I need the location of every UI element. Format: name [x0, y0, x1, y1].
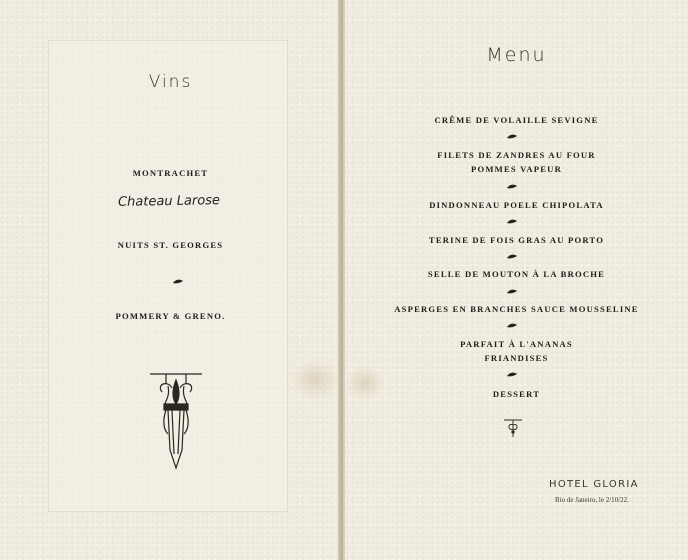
- wine-item: POMMERY & GRENO.: [115, 311, 226, 321]
- wine-item: NUITS ST. GEORGES: [117, 240, 224, 250]
- menu-item: TERINE DE FOIS GRAS AU PORTO: [428, 235, 605, 245]
- menu-item: DESSERT: [492, 389, 541, 399]
- leaf-separator-icon: [507, 219, 517, 224]
- wine-title: Vins: [148, 72, 193, 92]
- hotel-name: HOTEL GLORIA: [549, 479, 639, 490]
- menu-item: DINDONNEAU POELE CHIPOLATA: [429, 200, 604, 210]
- date-line: Rio de Janeiro, le 2/10/22.: [555, 496, 629, 504]
- menu-item: FRIANDISES: [484, 353, 549, 363]
- menu-item: SELLE DE MOUTON À LA BROCHE: [427, 269, 606, 279]
- paper-stain: [290, 360, 340, 400]
- wine-item: MONTRACHET: [132, 168, 209, 178]
- leaf-separator-icon: [507, 289, 517, 294]
- art-nouveau-dagger-ornament: [146, 370, 206, 472]
- menu-item: POMMES VAPEUR: [471, 164, 562, 174]
- menu-item: FILETS DE ZANDRES AU FOUR: [437, 150, 596, 160]
- leaf-separator-icon: [507, 372, 517, 377]
- leaf-separator-icon: [507, 134, 517, 139]
- wine-page: [0, 0, 341, 560]
- menu-item: PARFAIT À L'ANANAS: [460, 339, 573, 349]
- menu-item: ASPERGES EN BRANCHES SAUCE MOUSSELINE: [394, 304, 639, 314]
- leaf-separator-icon: [507, 323, 517, 328]
- menu-title: Menu: [486, 44, 547, 66]
- menu-page: [345, 0, 688, 560]
- leaf-separator-icon: [507, 184, 517, 189]
- leaf-separator-icon: [173, 279, 183, 284]
- small-floral-ornament: [502, 417, 524, 439]
- handwritten-wine: Chateau Larose: [117, 193, 221, 210]
- leaf-separator-icon: [507, 254, 517, 259]
- menu-item: CRÊME DE VOLAILLE SEVIGNE: [434, 115, 599, 125]
